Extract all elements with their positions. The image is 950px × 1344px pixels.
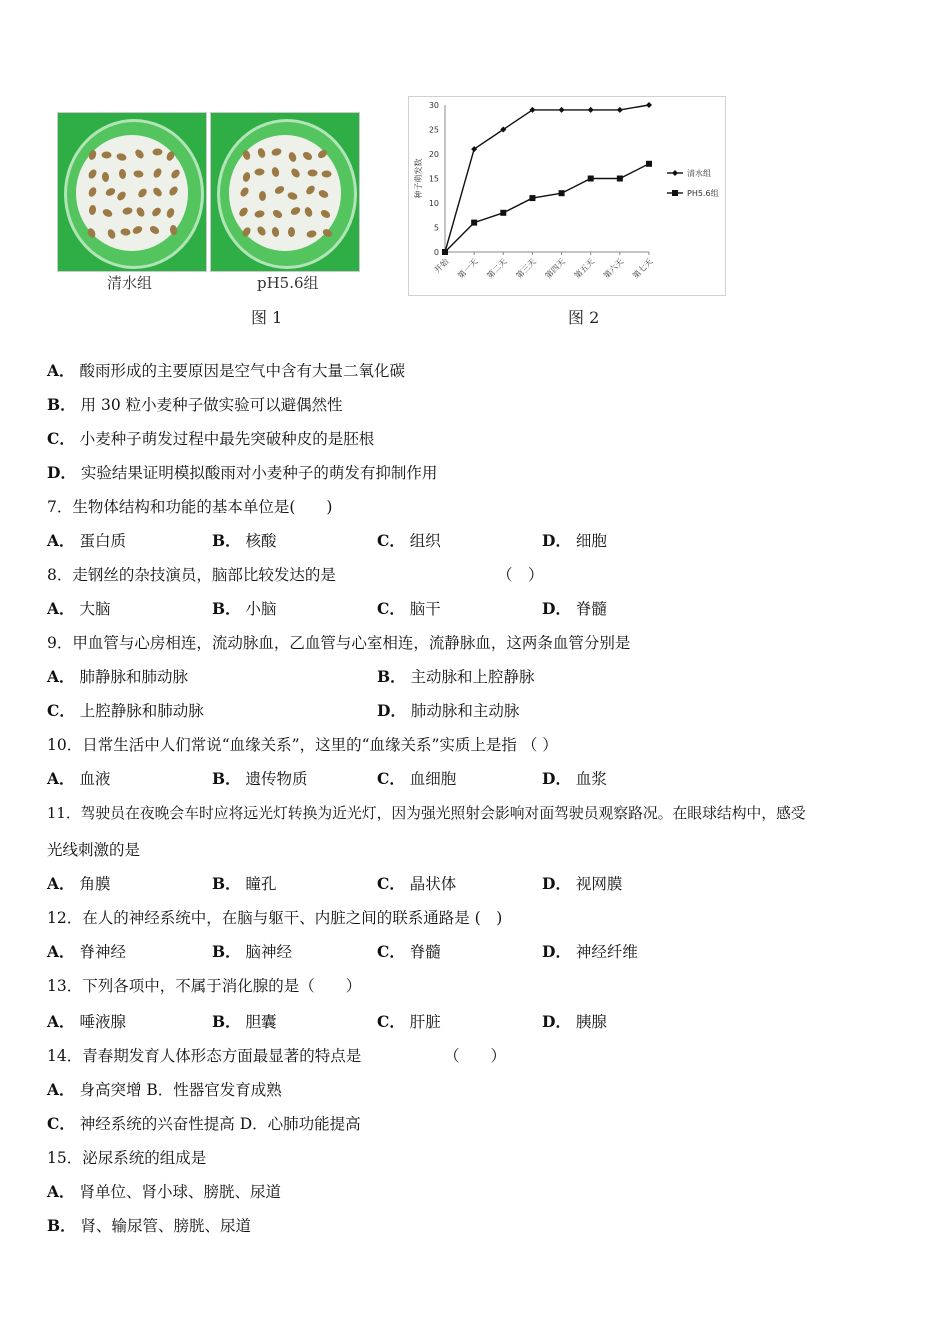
data-point-square <box>500 210 506 216</box>
x-tick-label: 开始 <box>432 257 451 275</box>
q8-option-c: C． 脑干 <box>377 599 441 618</box>
q6-option-a: A． 酸雨形成的主要原因是空气中含有大量二氧化碳 <box>47 361 405 380</box>
seed-icon <box>118 168 126 179</box>
data-point-square <box>471 220 477 226</box>
seed-icon <box>257 147 267 159</box>
q7-option-a: A． 蛋白质 <box>47 531 126 550</box>
seed-icon <box>166 207 176 219</box>
seed-icon <box>301 151 313 162</box>
seed-icon <box>288 227 295 237</box>
seed-icon <box>137 187 149 199</box>
seed-icon <box>122 206 133 215</box>
y-tick-label: 15 <box>428 174 439 184</box>
seed-icon <box>152 149 162 156</box>
petri-dish-water-photo <box>57 112 207 272</box>
y-tick-label: 25 <box>428 125 439 135</box>
q8-option-a: A． 大脑 <box>47 599 111 618</box>
legend-label: PH5.6组 <box>687 189 719 198</box>
seed-icon <box>152 167 163 179</box>
q14-options-a-b: A． 身高突增 B．性器官发育成熟 <box>47 1080 282 1099</box>
seed-icon <box>237 206 249 218</box>
x-tick-label: 第一天 <box>456 257 480 281</box>
q10-option-d: D． 血浆 <box>542 769 607 788</box>
question-10: 10．日常生活中人们常说“血缘关系”，这里的“血缘关系”实质上是指 （ ） <box>47 736 558 754</box>
question-11-line-1: 11．驾驶员在夜晚会车时应将远光灯转换为近光灯，因为强光照射会影响对面驾驶员观察路况。在眼球结构中，感受 <box>47 805 806 822</box>
figure-1 <box>57 112 362 322</box>
seed-icon <box>287 191 299 201</box>
seed-icon <box>106 228 117 240</box>
seed-icon <box>256 225 268 237</box>
seed-icon <box>290 167 302 179</box>
q11-option-b: B． 瞳孔 <box>212 874 277 893</box>
data-point-square <box>529 195 535 201</box>
x-tick-label: 第七天 <box>631 257 655 281</box>
question-8: 8．走钢丝的杂技演员，脑部比较发达的是 <box>47 566 336 584</box>
seed-icon <box>242 150 252 162</box>
q6-option-d: D． 实验结果证明模拟酸雨对小麦种子的萌发有抑制作用 <box>47 463 438 482</box>
seed-icon <box>317 189 329 200</box>
x-tick-label: 第二天 <box>485 257 509 281</box>
question-15: 15．泌尿系统的组成是 <box>47 1149 207 1167</box>
petri-dish-ph56-photo <box>210 112 360 272</box>
q11-option-a: A． 角膜 <box>47 874 111 893</box>
seed-icon <box>104 187 116 198</box>
seed-icon <box>151 186 163 198</box>
q15-option-a: A． 肾单位、肾小球、膀胱、尿道 <box>47 1182 281 1201</box>
seed-icon <box>270 166 279 178</box>
seed-icon <box>254 168 264 176</box>
seed-icon <box>88 204 96 215</box>
x-tick-label: 第四天 <box>543 257 567 281</box>
y-tick-label: 30 <box>428 101 439 110</box>
question-14-paren: （ ） <box>444 1047 507 1065</box>
seed-icon <box>87 186 98 198</box>
q7-option-b: B． 核酸 <box>212 531 277 550</box>
legend-marker-square <box>672 190 678 196</box>
q10-option-c: C． 血细胞 <box>377 769 457 788</box>
seed-icon <box>272 209 284 220</box>
q12-option-d: D． 神经纤维 <box>542 942 638 961</box>
seed-icon <box>150 206 162 218</box>
x-tick-label: 第五天 <box>572 257 597 281</box>
q9-option-d: D． 肺动脉和主动脉 <box>377 701 520 720</box>
legend-marker-diamond <box>672 170 678 176</box>
figure-2-chart <box>408 96 726 296</box>
data-point-diamond <box>559 107 565 113</box>
figure-2-label: 图 2 <box>568 308 600 327</box>
seed-icon <box>149 225 161 236</box>
q13-option-d: D． 胰腺 <box>542 1012 607 1031</box>
seed-icon <box>120 228 131 236</box>
data-point-diamond <box>588 107 594 113</box>
seed-icon <box>289 206 301 217</box>
data-point-square <box>588 176 594 182</box>
seed-icon <box>307 170 317 177</box>
question-12: 12．在人的神经系统中，在脑与躯干、内脏之间的联系通路是 ( ) <box>47 909 503 927</box>
seed-icon <box>134 148 146 160</box>
seed-icon <box>304 184 316 196</box>
seed-icon <box>102 151 112 158</box>
seed-icon <box>133 169 144 177</box>
q6-option-c: C． 小麦种子萌发过程中最先突破种皮的是胚根 <box>47 429 375 448</box>
seed-icon <box>241 171 250 182</box>
q13-option-b: B． 胆囊 <box>212 1012 277 1031</box>
q10-option-a: A． 血液 <box>47 769 111 788</box>
data-point-square <box>617 176 623 182</box>
seed-icon <box>239 186 251 198</box>
y-tick-label: 0 <box>433 248 439 257</box>
seed-icon <box>132 225 144 236</box>
seed-icon <box>102 171 110 182</box>
caption-ph56-group: pH5.6组 <box>257 274 319 292</box>
question-7: 7．生物体结构和功能的基本单位是( ) <box>47 498 333 516</box>
seed-icon <box>274 185 286 196</box>
seed-icon <box>116 189 128 201</box>
data-point-square <box>559 190 565 196</box>
data-point-square <box>442 249 448 255</box>
y-tick-label: 20 <box>428 150 439 159</box>
seed-icon <box>87 168 98 180</box>
q9-option-b: B． 主动脉和上腔静脉 <box>377 667 535 686</box>
seed-icon <box>321 171 331 178</box>
q6-option-b: B． 用 30 粒小麦种子做实验可以避偶然性 <box>47 395 343 414</box>
data-point-square <box>646 161 652 167</box>
seed-icon <box>254 209 265 218</box>
seed-icon <box>271 227 280 238</box>
seed-icon <box>287 151 297 163</box>
q8-option-b: B． 小脑 <box>212 599 277 618</box>
x-tick-label: 第六天 <box>601 257 626 281</box>
q10-option-b: B． 遗传物质 <box>212 769 308 788</box>
q9-option-a: A． 肺静脉和肺动脉 <box>47 667 188 686</box>
y-tick-label: 10 <box>428 199 439 208</box>
seed-icon <box>306 229 317 238</box>
y-axis-label: 种子萌发数 <box>414 158 423 199</box>
q11-option-d: D． 视网膜 <box>542 874 623 893</box>
seed-icon <box>270 147 282 157</box>
q12-option-a: A． 脊神经 <box>47 942 126 961</box>
question-13: 13．下列各项中，不属于消化腺的是（ ） <box>47 977 362 995</box>
seed-icon <box>116 153 128 162</box>
seed-icon <box>303 206 313 218</box>
q11-option-c: C． 晶状体 <box>377 874 457 893</box>
figure-1-label: 图 1 <box>251 308 283 327</box>
caption-water-group: 清水组 <box>107 274 153 292</box>
seed-icon <box>241 226 252 238</box>
q13-option-c: C． 肝脏 <box>377 1012 441 1031</box>
q14-options-c-d: C． 神经系统的兴奋性提高 D．心肺功能提高 <box>47 1114 361 1133</box>
line-chart <box>409 97 725 295</box>
legend-label: 清水组 <box>687 169 711 178</box>
data-point-diamond <box>646 102 652 108</box>
q13-option-a: A． 唾液腺 <box>47 1012 126 1031</box>
q12-option-c: C． 脊髓 <box>377 942 441 961</box>
seed-icon <box>259 191 266 201</box>
q12-option-b: B． 脑神经 <box>212 942 293 961</box>
seed-icon <box>319 208 331 219</box>
seed-icon <box>102 208 114 219</box>
question-14: 14．青春期发育人体形态方面最显著的特点是 <box>47 1047 362 1065</box>
question-9: 9．甲血管与心房相连，流动脉血，乙血管与心室相连，流静脉血，这两条血管分别是 <box>47 634 631 652</box>
question-8-paren: （ ） <box>497 566 544 584</box>
q9-option-c: C． 上腔静脉和肺动脉 <box>47 701 204 720</box>
x-tick-label: 第三天 <box>514 257 538 281</box>
y-tick-label: 5 <box>433 223 439 233</box>
q15-option-b: B． 肾、输尿管、膀胱、尿道 <box>47 1216 252 1235</box>
seed-icon <box>169 168 181 180</box>
seed-icon <box>168 185 180 197</box>
data-point-diamond <box>617 107 623 113</box>
seed-icon <box>135 206 146 218</box>
q7-option-d: D． 细胞 <box>542 531 607 550</box>
question-11-line-2: 光线刺激的是 <box>47 841 141 859</box>
q7-option-c: C． 组织 <box>377 531 441 550</box>
q8-option-d: D． 脊髓 <box>542 599 607 618</box>
seed-icon <box>87 149 97 161</box>
